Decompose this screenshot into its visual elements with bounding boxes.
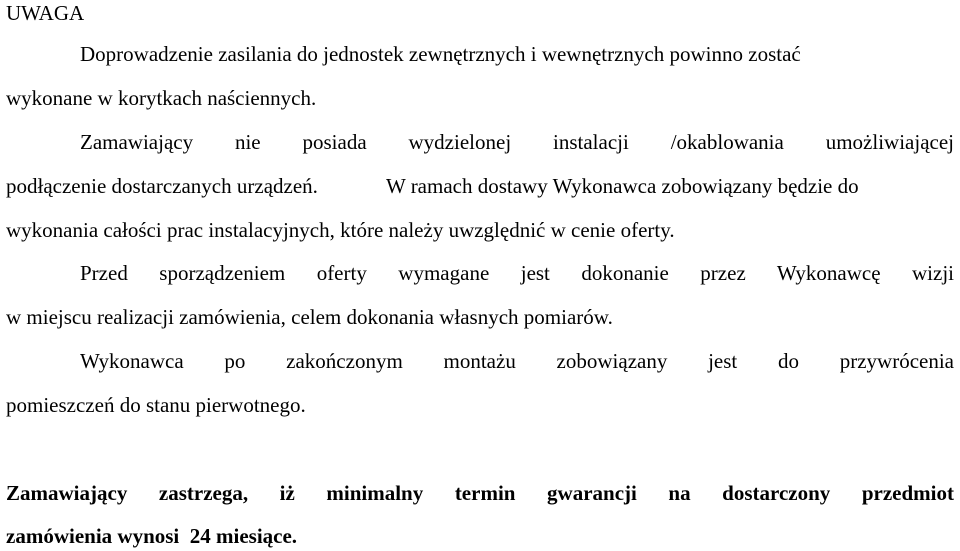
paragraph-line: podłączenie dostarczanych urządzeń.	[6, 174, 318, 198]
paragraph-line: wykonania całości prac instalacyjnych, które należy uwzględnić w cenie oferty.	[6, 218, 675, 242]
paragraph-line: zamówienia wynosi 24 miesiące.	[6, 524, 298, 548]
paragraph-line: w miejscu realizacji zamówienia, celem dokonania własnych pomiarów.	[6, 305, 613, 329]
paragraph-line: wykonane w korytkach naściennych.	[6, 86, 317, 110]
paragraph-line: Wykonawca po zakończonym montażu zobowiązany jest do przywrócenia	[80, 349, 954, 373]
paragraph-line: Przed sporządzeniem oferty wymagane jest dokonanie przez Wykonawcę wizji	[80, 261, 954, 285]
paragraph-line: pomieszczeń do stanu pierwotnego.	[6, 393, 306, 417]
paragraph-line: Zamawiający zastrzega, iż minimalny termin gwarancji na dostarczony przedmiot	[6, 481, 954, 505]
paragraph-line: Zamawiający nie posiada wydzielonej instalacji /okablowania umożliwiającej	[80, 130, 954, 154]
heading-uwaga: UWAGA	[6, 1, 85, 25]
paragraph-line: W ramach dostawy Wykonawca zobowiązany będzie do	[386, 174, 859, 198]
paragraph-line: Doprowadzenie zasilania do jednostek zewnętrznych i wewnętrznych powinno zostać	[80, 42, 801, 66]
